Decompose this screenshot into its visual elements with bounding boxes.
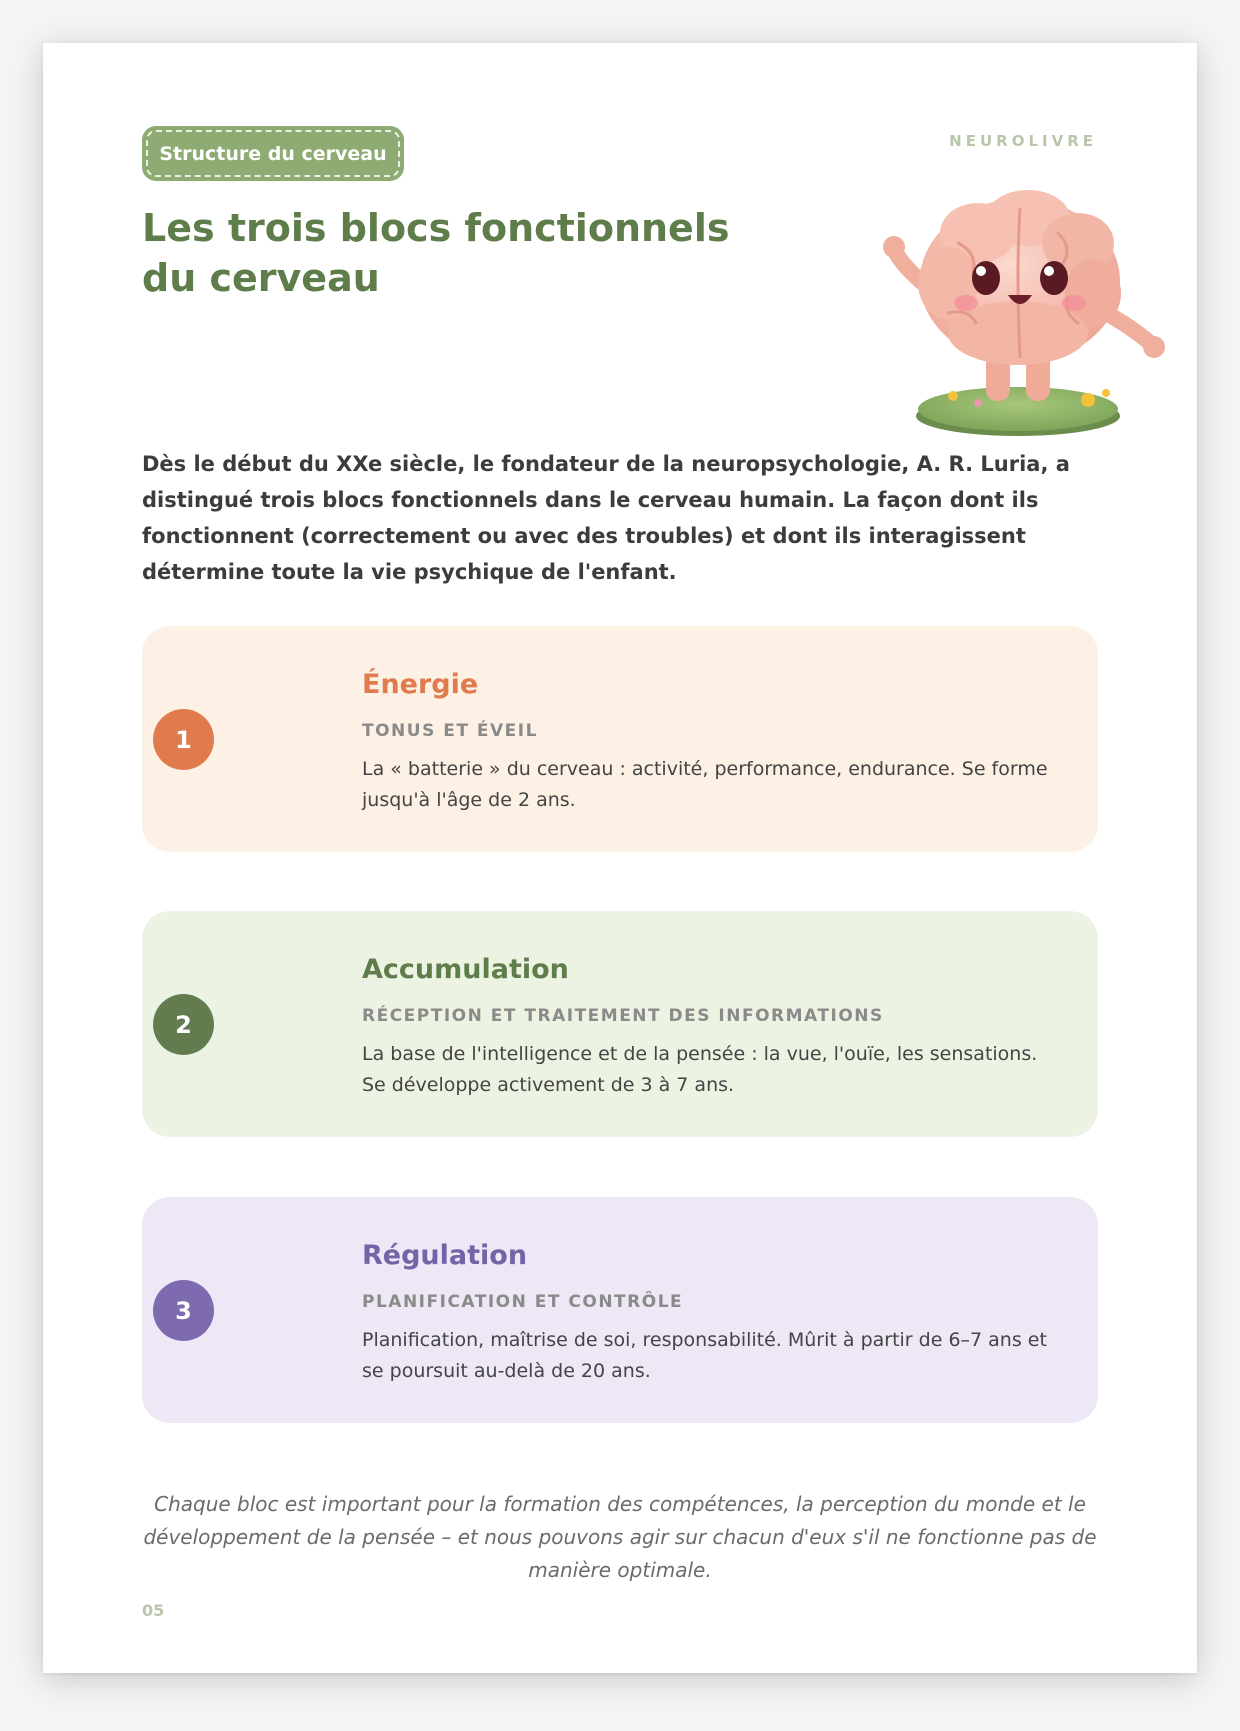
page-title: Les trois blocs fonctionnels du cerveau (142, 206, 730, 300)
block-description: La « batterie » du cerveau : activité, performance, endurance. Se forme jusqu'à l'âge de 2 ans. (362, 758, 1048, 811)
block-number-badge: 2 (153, 994, 214, 1055)
page-number: 05 (142, 1601, 165, 1620)
block-subtitle: RÉCEPTION ET TRAITEMENT DES INFORMATIONS (362, 1006, 884, 1026)
page (43, 43, 1197, 1673)
block-subtitle: TONUS ET ÉVEIL (362, 721, 538, 741)
closing-note: Chaque bloc est important pour la formation des compétences, la perception du monde et le développement de la pensée – et nous pouvons agir sur chacun d'eux s'il ne fonctionne pas de manière optimale. (143, 1492, 1097, 1582)
block-card-energie (142, 626, 1098, 852)
intro-paragraph: Dès le début du XXe siècle, le fondateur de la neuropsychologie, A. R. Luria, a distingué trois blocs fonctionnels dans le cerveau humain. La façon dont ils fonctionnent (correctement ou avec des troubles) et dont ils interagissent détermine toute la vie psychique de l'enfant. (142, 452, 1070, 584)
block-card-regulation (142, 1197, 1098, 1423)
block-description: Planification, maîtrise de soi, responsabilité. Mûrit à partir de 6–7 ans et se poursuit au-delà de 20 ans. (362, 1329, 1047, 1382)
section-badge (142, 126, 404, 181)
block-card-accumulation (142, 911, 1098, 1137)
block-title: Régulation (362, 1240, 528, 1271)
block-number-badge: 1 (153, 709, 214, 770)
block-description: La base de l'intelligence et de la pensée : la vue, l'ouïe, les sensations. Se développe activement de 3 à 7 ans. (362, 1043, 1038, 1096)
block-subtitle: PLANIFICATION ET CONTRÔLE (362, 1292, 684, 1312)
block-number-badge: 3 (153, 1280, 214, 1341)
brain-mascot-icon (858, 163, 1203, 453)
block-title: Énergie (362, 669, 479, 700)
section-badge-label: Structure du cerveau (146, 130, 400, 177)
block-title: Accumulation (362, 954, 569, 985)
brand-name: NEUROLIVRE (949, 132, 1097, 150)
